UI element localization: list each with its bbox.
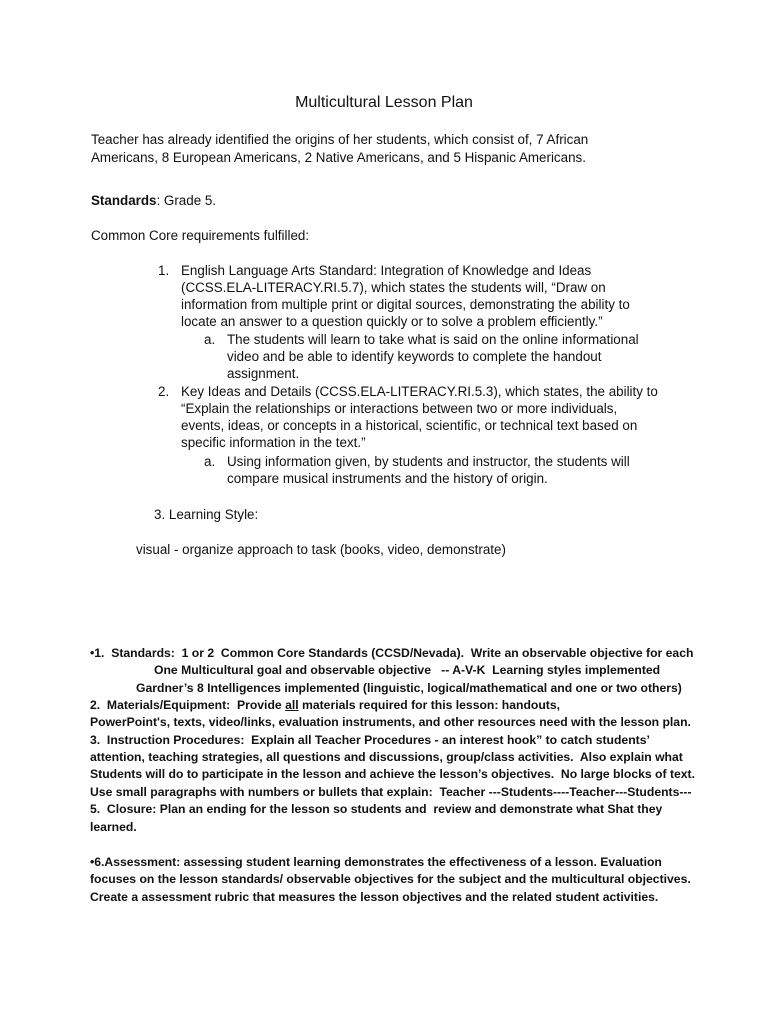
item-1a-line-3: assignment. (227, 366, 300, 381)
guide-line-3: Gardner’s 8 Intelligences implemented (linguistic, logical/mathematical and one or two others) (136, 681, 682, 695)
item-1a-line-1: The students will learn to take what is said on the online informational (227, 332, 639, 347)
standards-value: : Grade 5. (156, 193, 217, 208)
common-core-heading: Common Core requirements fulfilled: (91, 228, 310, 243)
guide-line-4 (90, 697, 560, 714)
item-2-line-4: specific information in the text.” (181, 435, 366, 450)
item-1a-line-2: video and be able to identify keywords to complete the handout (227, 349, 602, 364)
guide-line-2: One Multicultural goal and observable objective -- A-V-K Learning styles implemented (154, 663, 661, 677)
guide-line-6: 3. Instruction Procedures: Explain all Teacher Procedures - an interest hook” to catch students’ (90, 733, 650, 747)
guide-line-10: 5. Closure: Plan an ending for the lesson so students and review and demonstrate what Shat they (90, 802, 663, 816)
item-1-line-4: locate an answer to a question quickly or to solve a problem efficiently.” (181, 314, 603, 329)
guide-line-5: PowerPoint's, texts, video/links, evaluation instruments, and other resources need with the lesson plan. (90, 715, 691, 729)
guide-line-4-underlined: all (285, 698, 299, 712)
guide-line-13: focuses on the lesson standards/ observable objectives for the subject and the multicultural objectives. (90, 872, 691, 886)
standards-line (91, 192, 216, 209)
guide-line-4-end: materials required for this lesson: handouts, (298, 698, 561, 712)
page-title: Multicultural Lesson Plan (295, 94, 473, 111)
item-2-line-1: Key Ideas and Details (CCSS.ELA-LITERACY.RI.5.3), which states, the ability to (181, 384, 658, 399)
visual-style-line: visual - organize approach to task (books, video, demonstrate) (136, 542, 506, 557)
item-2a-line-2: compare musical instruments and the history of origin. (227, 471, 548, 486)
item-2-number: 2. (158, 384, 170, 399)
item-1-line-2: (CCSS.ELA-LITERACY.RI.5.7), which states the students will, “Draw on (181, 280, 606, 295)
guide-line-14: Create a assessment rubric that measures the lesson objectives and the related student activities. (90, 890, 659, 904)
guide-line-12: •6.Assessment: assessing student learning demonstrates the effectiveness of a lesson. Evaluation (90, 855, 662, 869)
guide-line-11: learned. (90, 820, 137, 834)
intro-line-2: Americans, 8 European Americans, 2 Native Americans, and 5 Hispanic Americans. (91, 150, 586, 165)
standards-label: Standards (91, 193, 157, 208)
guide-line-4-start: 2. Materials/Equipment: Provide (90, 698, 286, 712)
item-1-number: 1. (158, 263, 170, 278)
learning-style-heading: 3. Learning Style: (154, 507, 259, 522)
guide-line-8: Students will do to participate in the lesson and achieve the lesson’s objectives. No large blocks of text. (90, 767, 696, 781)
guide-line-9: Use small paragraphs with numbers or bullets that explain: Teacher ---Students----Teacher---Students--- (90, 785, 692, 799)
item-2-line-3: events, ideas, or concepts in a historical, scientific, or technical text based on (181, 418, 638, 433)
item-2a-letter: a. (204, 454, 216, 469)
guide-line-1: •1. Standards: 1 or 2 Common Core Standards (CCSD/Nevada). Write an observable objective for each (90, 646, 694, 660)
intro-line-1: Teacher has already identified the origins of her students, which consist of, 7 African (91, 132, 589, 147)
item-1-line-3: information from multiple print or digital sources, demonstrating the ability to (181, 297, 630, 312)
item-1a-letter: a. (204, 332, 216, 347)
item-2-line-2: “Explain the relationships or interactions between two or more individuals, (181, 401, 618, 416)
item-2a-line-1: Using information given, by students and instructor, the students will (227, 454, 630, 469)
item-1-line-1: English Language Arts Standard: Integration of Knowledge and Ideas (181, 263, 592, 278)
guide-line-7: attention, teaching strategies, all questions and discussions, group/class activities. Also explain what (90, 750, 683, 764)
